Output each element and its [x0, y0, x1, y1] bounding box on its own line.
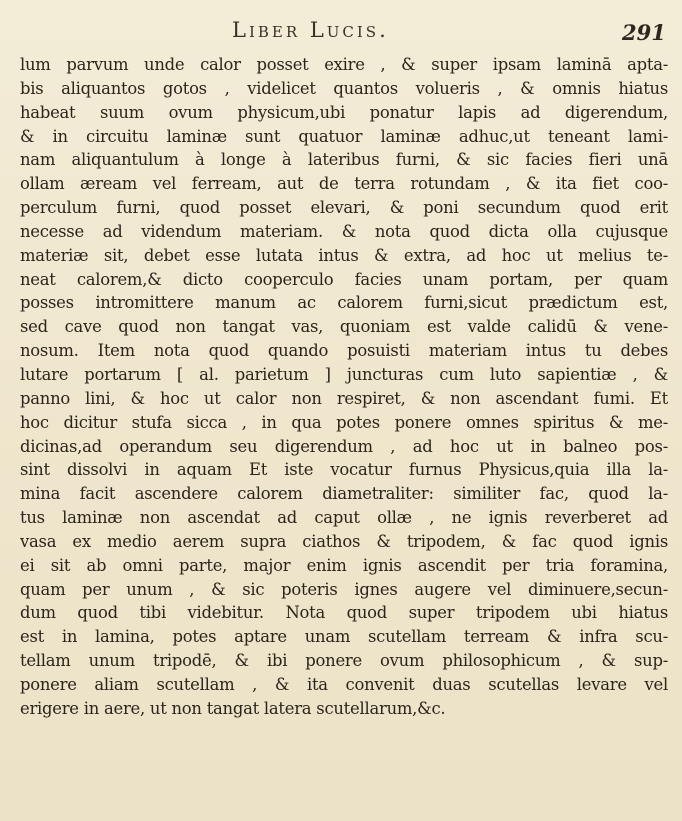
text-line: ollam æream vel ferream, aut de terra rotundam , & ita fiet coo-: [20, 174, 668, 194]
text-line: panno lini, & hoc ut calor non respiret, & non ascendant fumi. Et: [20, 388, 668, 408]
text-line: neat calorem,& dicto cooperculo facies unam portam, per quam: [20, 269, 668, 289]
text-line: materiæ sit, debet esse lutata intus & extra, ad hoc ut melius te-: [20, 245, 668, 265]
text-line: lum parvum unde calor posset exire , & super ipsam laminā apta-: [20, 55, 668, 74]
text-line: necesse ad videndum materiam. & nota quod dicta olla cujusque: [20, 221, 668, 241]
text-line: lutare portarum [ al. parietum ] juncturas cum luto sapientiæ , &: [20, 364, 668, 384]
text-line: quam per unum , & sic poteris ignes augere vel diminuere,secun-: [20, 579, 668, 599]
text-line: mina facit ascendere calorem diametraliter: similiter fac, quod la-: [20, 484, 668, 504]
page-number: 291: [622, 20, 666, 45]
text-line: nosum. Item nota quod quando posuisti materiam intus tu debes: [20, 341, 668, 361]
text-line: tus laminæ non ascendat ad caput ollæ , ne ignis reverberet ad: [20, 508, 668, 528]
text-line: ei sit ab omni parte, major enim ignis ascendit per tria foramina,: [20, 555, 668, 575]
text-line: posses intromittere manum ac calorem furni,sicut prædictum est,: [20, 293, 668, 313]
text-line: tellam unum tripodē, & ibi ponere ovum philosophicum , & sup-: [20, 651, 668, 671]
text-line: vasa ex medio aerem supra ciathos & tripodem, & fac quod ignis: [20, 531, 668, 551]
text-line: est in lamina, potes aptare unam scutellam terream & infra scu-: [20, 627, 668, 647]
body-text: [20, 53, 668, 721]
running-title: Liber Lucis.: [232, 18, 389, 42]
text-line: perculum furni, quod posset elevari, & poni secundum quod erit: [20, 198, 668, 218]
text-line: dicinas,ad operandum seu digerendum , ad hoc ut in balneo pos-: [20, 436, 668, 456]
text-line: hoc dicitur stufa sicca , in qua potes ponere omnes spiritus & me-: [20, 412, 668, 432]
text-line: habeat suum ovum physicum,ubi ponatur lapis ad digerendum,: [20, 102, 668, 122]
text-line: dum quod tibi videbitur. Nota quod super tripodem ubi hiatus: [20, 603, 668, 623]
text-line: & in circuitu laminæ sunt quatuor laminæ adhuc,ut teneant lami-: [20, 126, 668, 146]
text-line: ponere aliam scutellam , & ita convenit duas scutellas levare vel: [20, 674, 668, 694]
text-line: sint dissolvi in aquam Et iste vocatur furnus Physicus,quia illa la-: [20, 460, 668, 480]
text-line: nam aliquantulum à longe à lateribus furni, & sic facies fieri unā: [20, 150, 668, 170]
text-line: sed cave quod non tangat vas, quoniam est valde calidū & vene-: [20, 317, 668, 337]
text-line: bis aliquantos gotos , videlicet quantos volueris , & omnis hiatus: [20, 78, 668, 98]
text-line: erigere in aere, ut non tangat latera scutellarum,&c.: [20, 698, 446, 718]
